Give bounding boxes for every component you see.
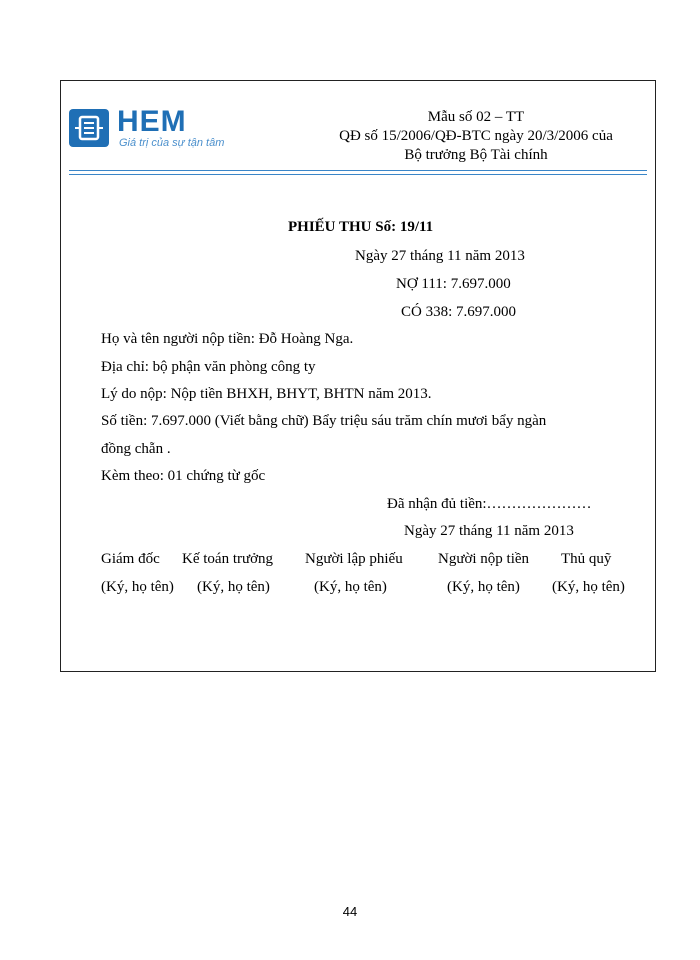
decision-reference: QĐ số 15/2006/QĐ-BTC ngày 20/3/2006 của: [339, 128, 613, 144]
header-divider-top: [69, 170, 647, 171]
header-divider-bottom: [69, 174, 647, 175]
amount-line-2: đồng chẵn .: [101, 441, 171, 457]
credit-entry: CÓ 338: 7.697.000: [401, 304, 517, 320]
confirmation-date: Ngày 27 tháng 11 năm 2013: [404, 523, 574, 539]
payer-name: Họ và tên người nộp tiền: Đỗ Hoàng Nga.: [101, 331, 354, 347]
logo-slogan: Giá trị của sự tận tâm: [119, 137, 225, 149]
receipt-frame: [60, 80, 656, 672]
ministry-reference: Bộ trưởng Bộ Tài chính: [404, 147, 548, 163]
company-logo: [69, 107, 234, 153]
form-number: Mẫu số 02 – TT: [427, 109, 525, 125]
signature-role-cashier: Thủ quỹ: [561, 551, 612, 567]
signature-note-payer: (Ký, họ tên): [447, 579, 520, 595]
payment-reason: Lý do nộp: Nộp tiền BHXH, BHYT, BHTN năm 2013.: [101, 386, 432, 402]
debit-entry: NỢ 111: 7.697.000: [396, 276, 511, 292]
page-number: 44: [342, 904, 358, 919]
signature-note-director: (Ký, họ tên): [101, 579, 174, 595]
hem-logo-icon: [69, 109, 109, 147]
signature-role-payer: Người nộp tiền: [438, 551, 530, 567]
signature-role-director: Giám đốc: [101, 551, 160, 567]
amount-line-1: Số tiền: 7.697.000 (Viết bằng chữ) Bẩy triệu sáu trăm chín mươi bẩy ngàn: [101, 413, 547, 429]
logo-brand: HEM: [117, 105, 187, 138]
signature-note-cashier: (Ký, họ tên): [552, 579, 625, 595]
signature-role-chief-accountant: Kế toán trưởng: [182, 551, 274, 567]
form-header: [301, 108, 651, 165]
signature-role-preparer: Người lập phiếu: [305, 551, 403, 567]
receipt-date: Ngày 27 tháng 11 năm 2013: [355, 248, 525, 264]
receipt-title: PHIẾU THU Số: 19/11: [288, 219, 434, 235]
signature-note-preparer: (Ký, họ tên): [314, 579, 387, 595]
signature-note-chief-accountant: (Ký, họ tên): [197, 579, 270, 595]
payer-address: Địa chỉ: bộ phận văn phòng công ty: [101, 359, 316, 375]
attached-documents: Kèm theo: 01 chứng từ gốc: [101, 468, 266, 484]
received-amount: Đã nhận đủ tiền:…………………: [387, 496, 592, 512]
